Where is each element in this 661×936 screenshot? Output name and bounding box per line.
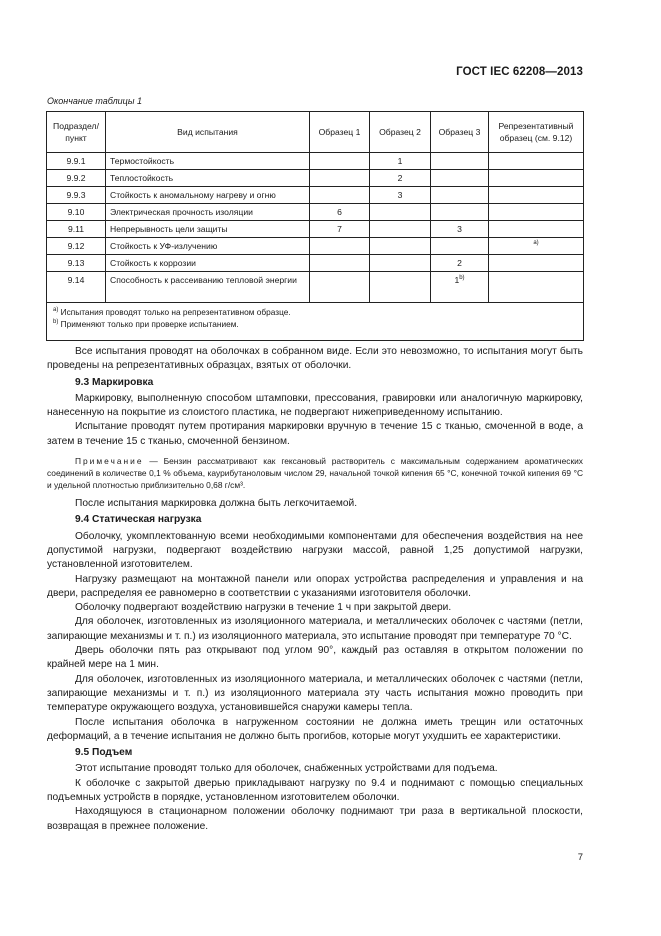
- document-header: ГОСТ IEC 62208—2013: [456, 66, 583, 78]
- tests-table: [46, 111, 584, 341]
- section-heading: 9.3 Маркировка: [75, 376, 154, 388]
- note: [47, 455, 583, 491]
- table-row: [47, 204, 584, 221]
- paragraph: Оболочку, укомплектованную всеми необходимыми компонентами для обеспечения воздействия на нее допустимой нагрузки, подвергают воздействию нагрузки массой, равной 1,25 допустимой нагрузки, установленной изготовителем.: [47, 530, 583, 571]
- col-header: Образец 2: [370, 112, 431, 153]
- col-header: Образец 1: [310, 112, 370, 153]
- footnote-a: $^{a)}$ Испытания проводят только на репрезентативном образце.: [53, 307, 291, 317]
- table-footnotes: [47, 303, 584, 341]
- table-cell: 3: [431, 221, 489, 238]
- table-cell: 1$^{b)}$: [431, 272, 489, 303]
- table-cell: Термостойкость: [106, 153, 310, 170]
- table-cell: 9.9.1: [47, 153, 106, 170]
- table-cell: [310, 255, 370, 272]
- table-row: [47, 221, 584, 238]
- note-label: Примечание: [75, 456, 144, 467]
- table-cell: [370, 221, 431, 238]
- table-cell: [310, 238, 370, 255]
- table-row: [47, 255, 584, 272]
- document-body: [47, 345, 583, 834]
- table-cell: [489, 221, 584, 238]
- table-cell: a): [489, 238, 584, 255]
- col-header: Образец 3: [431, 112, 489, 153]
- table-cell: 9.9.3: [47, 187, 106, 204]
- col-header: Репрезентативный образец (см. 9.12): [489, 112, 584, 153]
- col-header: Подраздел/ пункт: [47, 112, 106, 153]
- table-cell: [310, 170, 370, 187]
- table-header-row: [47, 112, 584, 153]
- table-row: [47, 238, 584, 255]
- paragraph: Маркировку, выполненную способом штамповки, прессования, гравировки или аналогичную маркировку, нанесенную на покрытие из слоистого пластика, не подвергают нижеприведенному испытанию.: [47, 392, 583, 419]
- table-cell: [310, 272, 370, 303]
- paragraph: Для оболочек, изготовленных из изоляционного материала, и металлических оболочек с частями (петли, запирающие механизмы и т. п.) из изоляционного материала, это испытание проводят при температуре 70 °С.: [47, 616, 583, 642]
- table-cell: Теплостойкость: [106, 170, 310, 187]
- table-row: [47, 187, 584, 204]
- paragraph: Дверь оболочки пять раз открывают под углом 90°, каждый раз оставляя в открытом положении по крайней мере на 1 мин.: [47, 645, 583, 671]
- table-cell: [489, 255, 584, 272]
- table-cell: [370, 255, 431, 272]
- table-cell: [489, 170, 584, 187]
- table-cell: [489, 204, 584, 221]
- table-cell: [431, 170, 489, 187]
- table-cell: [431, 153, 489, 170]
- section-heading: 9.4 Статическая нагрузка: [75, 514, 202, 526]
- table-cell: [489, 153, 584, 170]
- paragraph: Для оболочек, изготовленных из изоляционного материала, и металлических оболочек с частями (петли, запирающие механизмы и т. п.) из изоляционного материала эту часть испытания можно проводить при температуре окружающего воздуха, установившейся снаружи камеры тепла.: [47, 673, 583, 714]
- col-header: Вид испытания: [106, 112, 310, 153]
- paragraph: Находящуюся в стационарном положении оболочку поднимают три раза в вертикальной плоскости, возвращая в прежнее положение.: [47, 806, 583, 832]
- table-cell: [489, 187, 584, 204]
- table-cell: 6: [310, 204, 370, 221]
- table-cell: Стойкость к УФ-излучению: [106, 238, 310, 255]
- table-cell: 9.10: [47, 204, 106, 221]
- table-row: [47, 170, 584, 187]
- paragraph: Этот испытание проводят только для оболочек, снабженных устройствами для подъема.: [75, 763, 498, 775]
- table-cell: 9.9.2: [47, 170, 106, 187]
- paragraph: После испытания маркировка должна быть легкочитаемой.: [75, 498, 358, 510]
- table-cell: [370, 272, 431, 303]
- paragraph: Испытание проводят путем протирания маркировки вручную в течение 15 с тканью, смоченной в воде, а затем в течение 15 с тканью, смоченной бензином.: [47, 421, 583, 447]
- table-row: [47, 153, 584, 170]
- table-cell: [310, 153, 370, 170]
- table-cell: [489, 272, 584, 303]
- paragraph: Оболочку подвергают воздействию нагрузки в течение 1 ч при закрытой двери.: [75, 602, 452, 614]
- table-cell: [370, 204, 431, 221]
- footnote-b: $^{b)}$ Применяют только при проверке испытанием.: [53, 319, 239, 329]
- table-cell: Стойкость к аномальному нагреву и огню: [106, 187, 310, 204]
- section-heading: 9.5 Подъем: [75, 747, 133, 759]
- paragraph: После испытания оболочка в нагруженном состоянии не должна иметь трещин или остаточных деформаций, а в течение испытания не должно быть прогибов, которые могут ухудшить ее характеристики.: [47, 716, 583, 742]
- paragraph: Все испытания проводят на оболочках в собранном виде. Если это невозможно, то испытания могут быть проведены на репрезентативных образцах, взятых от оболочки.: [47, 346, 583, 372]
- table-cell: [370, 238, 431, 255]
- table-cell: 7: [310, 221, 370, 238]
- table-cell: 1: [370, 153, 431, 170]
- table-caption: Окончание таблицы 1: [47, 96, 142, 106]
- table-cell: 9.13: [47, 255, 106, 272]
- table-cell: 3: [370, 187, 431, 204]
- table-cell: [431, 238, 489, 255]
- paragraph: Нагрузку размещают на монтажной панели или опорах устройства распределения и управления и на двери, распределяя ее равномерно в соответствии с указаниями изготовителя оболочки.: [47, 573, 583, 599]
- table-cell: Непрерывность цели защиты: [106, 221, 310, 238]
- table-cell: Способность к рассеиванию тепловой энергии: [106, 272, 310, 303]
- table-cell: [431, 204, 489, 221]
- table-cell: 2: [370, 170, 431, 187]
- table-cell: [431, 187, 489, 204]
- table-cell: 9.12: [47, 238, 106, 255]
- table-cell: Электрическая прочность изоляции: [106, 204, 310, 221]
- table-cell: 9.14: [47, 272, 106, 303]
- page-number: 7: [577, 852, 583, 863]
- table-footnotes-row: [47, 303, 584, 341]
- table-cell: 9.11: [47, 221, 106, 238]
- table-row: [47, 272, 584, 303]
- note-text: — Бензин рассматривают как гексановый растворитель с максимальным содержанием ароматических соединений в количестве 0,1 % объема, каурибутаноловым числом 29, начальной точкой кипения 65 °С, конечной точкой кипения 69 °С и удельной плотностью приблизительно 0,68 г/см³.: [47, 456, 583, 491]
- table-cell: Стойкость к коррозии: [106, 255, 310, 272]
- paragraph: К оболочке с закрытой дверью прикладывают нагрузку по 9.4 и поднимают с помощью специальных подъемных устройств в порядке, установленном изготовителем оболочки.: [47, 777, 583, 804]
- table-cell: 2: [431, 255, 489, 272]
- table-cell: [310, 187, 370, 204]
